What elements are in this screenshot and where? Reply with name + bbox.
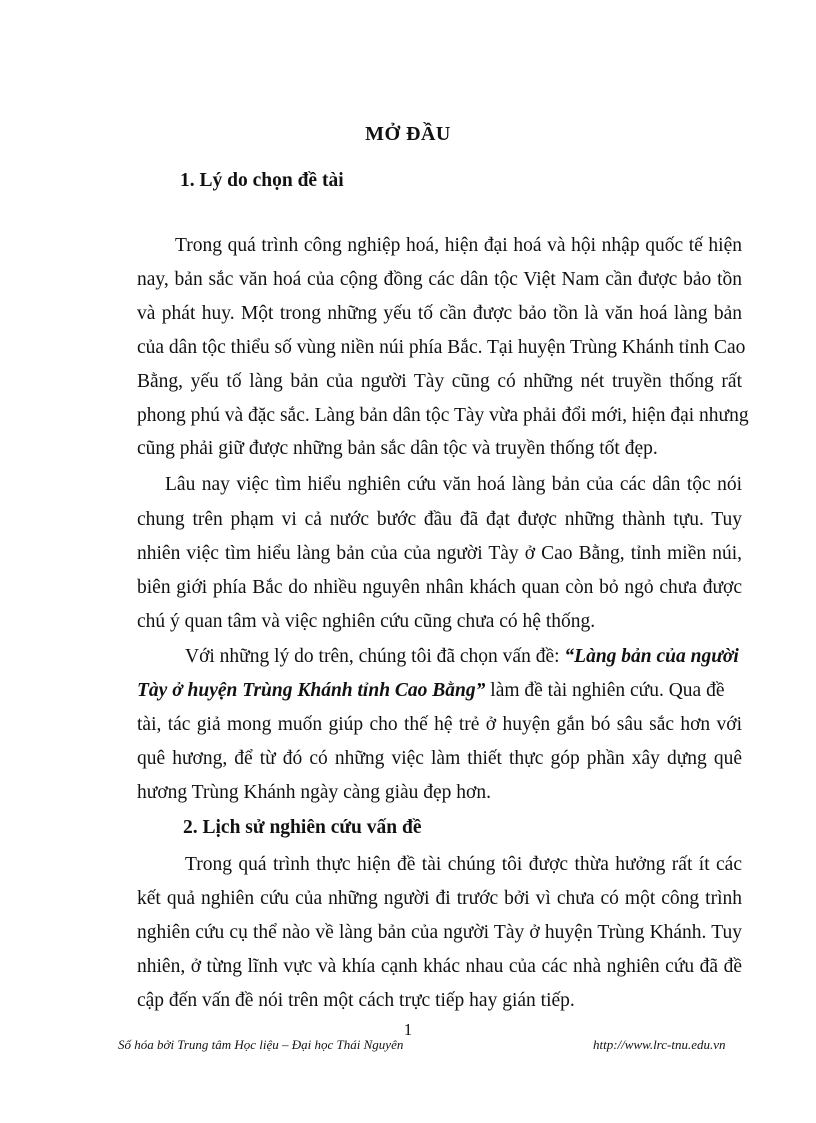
paragraph-line: Trong quá trình công nghiệp hoá, hiện đại hoá và hội nhập quốc tế hiện	[175, 235, 742, 256]
section-heading-reason: 1. Lý do chọn đề tài	[180, 170, 344, 191]
paragraph-line: cũng phải giữ được những bản sắc dân tộc và truyền thống tốt đẹp.	[137, 438, 658, 459]
page-title: MỞ ĐẦU	[365, 123, 451, 145]
paragraph-line: quê hương, để từ đó có những việc làm thiết thực góp phần xây dựng quê	[137, 748, 742, 769]
footer-url: http://www.lrc-tnu.edu.vn	[593, 1037, 726, 1052]
paragraph-text: làm đề tài nghiên cứu. Qua đề	[485, 680, 725, 701]
paragraph-line: phong phú và đặc sắc. Làng bản dân tộc Tày vừa phải đổi mới, hiện đại nhưng	[137, 405, 749, 426]
paragraph-line: chú ý quan tâm và việc nghiên cứu cũng chưa có hệ thống.	[137, 611, 596, 632]
paragraph-line: nhiên việc tìm hiểu làng bản của của người Tày ở Cao Bằng, tỉnh miền núi,	[137, 543, 742, 564]
paragraph-line: nhiên, ở từng lĩnh vực và khía cạnh khác nhau của các nhà nghiên cứu đã đề	[137, 956, 742, 977]
paragraph-line	[137, 679, 724, 703]
thesis-title-emphasis: “Làng bản của người	[564, 646, 739, 667]
paragraph-line: hương Trùng Khánh ngày càng giàu đẹp hơn.	[137, 782, 491, 803]
paragraph-line: nghiên cứu cụ thể nào về làng bản của người Tày ở huyện Trùng Khánh. Tuy	[137, 922, 742, 943]
paragraph-line	[185, 645, 739, 669]
paragraph-line: Bằng, yếu tố làng bản của người Tày cũng có những nét truyền thống rất	[137, 371, 742, 392]
paragraph-line: Lâu nay việc tìm hiểu nghiên cứu văn hoá làng bản của các dân tộc nói	[165, 474, 742, 495]
paragraph-line: kết quả nghiên cứu của những người đi trước bởi vì chưa có một công trình	[137, 888, 742, 909]
paragraph-line: Trong quá trình thực hiện đề tài chúng tôi được thừa hưởng rất ít các	[185, 854, 742, 875]
thesis-title-emphasis: Tày ở huyện Trùng Khánh tỉnh Cao Bằng”	[137, 680, 486, 701]
paragraph-line: chung trên phạm vi cả nước bước đầu đã đạt được những thành tựu. Tuy	[137, 509, 742, 530]
paragraph-text: Với những lý do trên, chúng tôi đã chọn vấn đề:	[185, 646, 565, 667]
page-number: 1	[403, 1020, 413, 1039]
paragraph-line: biên giới phía Bắc do nhiều nguyên nhân khách quan còn bỏ ngỏ chưa được	[137, 577, 742, 598]
section-heading-history: 2. Lịch sử nghiên cứu vấn đề	[183, 817, 422, 838]
footer-source-text: Số hóa bởi Trung tâm Học liệu – Đại học Thái Nguyên	[118, 1037, 404, 1052]
paragraph-line: nay, bản sắc văn hoá của cộng đồng các dân tộc Việt Nam cần được bảo tồn	[137, 269, 742, 290]
paragraph-line: và phát huy. Một trong những yếu tố cần được bảo tồn là văn hoá làng bản	[137, 303, 742, 324]
paragraph-line: cập đến vấn đề nói trên một cách trực tiếp hay gián tiếp.	[137, 990, 575, 1011]
paragraph-line: tài, tác giả mong muốn giúp cho thế hệ trẻ ở huyện gắn bó sâu sắc hơn với	[137, 714, 742, 735]
paragraph-line: của dân tộc thiểu số vùng niền núi phía Bắc. Tại huyện Trùng Khánh tỉnh Cao	[137, 337, 746, 358]
